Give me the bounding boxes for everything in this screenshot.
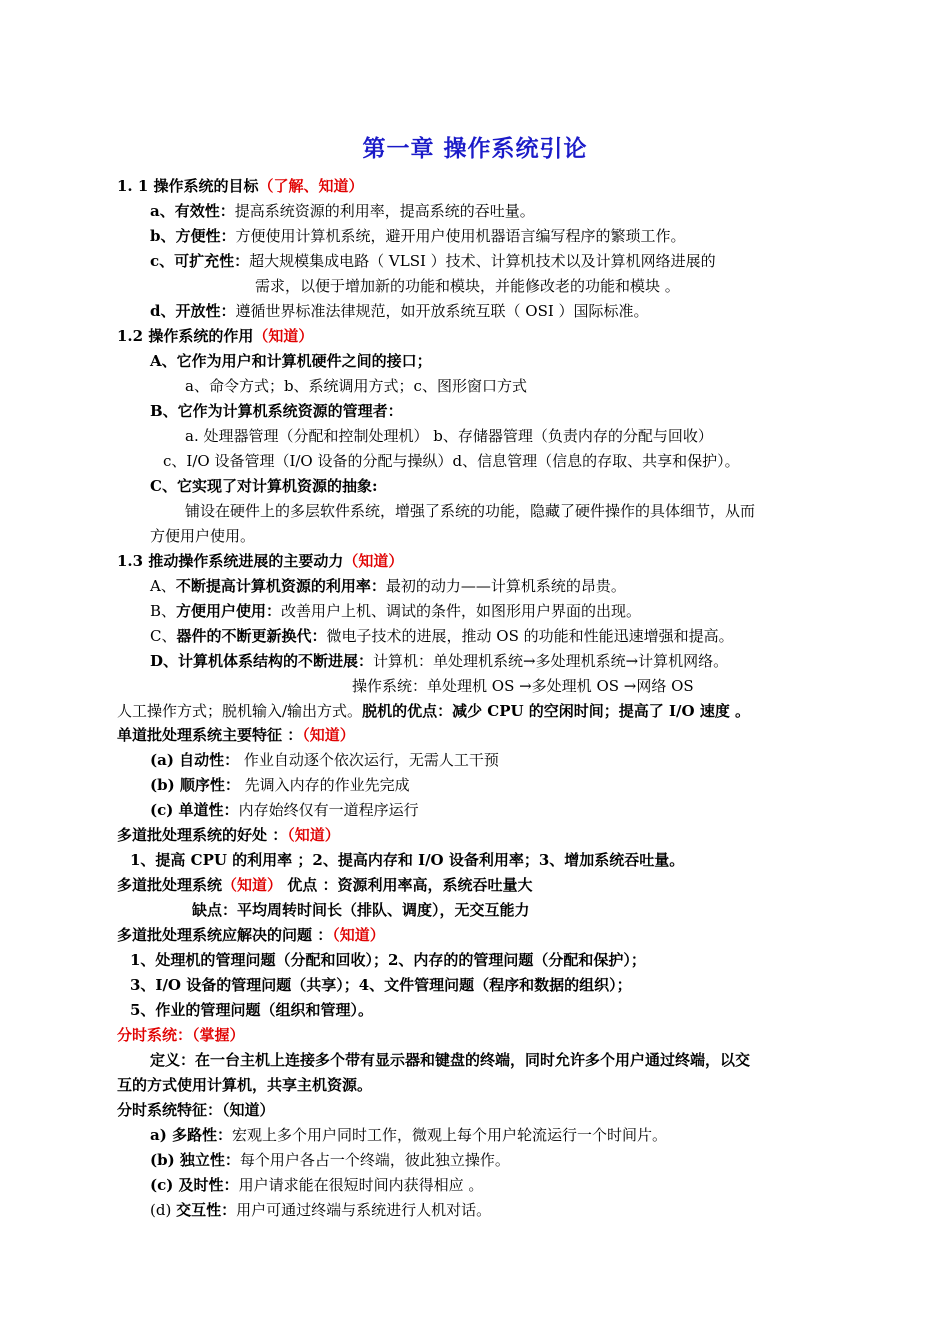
item-text: 用户请求能在很短时间内获得相应 。 (238, 1176, 484, 1194)
item-label: (b) 独立性： (150, 1151, 240, 1169)
item-text: 宏观上多个用户同时工作，微观上每个用户轮流运行一个时间片。 (232, 1126, 668, 1144)
multi-issue-1: 1、处理机的管理问题（分配和回收）；2、内存的的管理问题（分配和保护）； (130, 951, 646, 969)
multi-benefit-text: 1、提高 CPU 的利用率 ；2、提高内存和 I/O 设备利用率；3、增加系统吞吐量。 (130, 851, 685, 869)
section-heading-text: 1.2 操作系统的作用 (117, 327, 254, 345)
role-c: C、它实现了对计算机资源的抽象: (150, 477, 378, 495)
section-heading-text: 单道批处理系统主要特征 ： (117, 726, 303, 744)
timeshare-definition-2: 互的方式使用计算机，共享主机资源。 (117, 1076, 373, 1094)
item-label: (c) 单道性： (150, 801, 239, 819)
item-text: 遵循世界标准法律规范，如开放系统互联（ OSI ）国际标准。 (235, 302, 649, 320)
item-label: (c) 及时性： (150, 1176, 239, 1194)
item-label: (b) 顺序性： (150, 776, 240, 794)
item-label: a) 多路性： (150, 1126, 233, 1144)
batch-feature-b (150, 774, 410, 796)
timeshare-feature-a (150, 1124, 667, 1146)
role-c-text-1: 铺设在硬件上的多层软件系统，增强了系统的功能，隐藏了硬件操作的具体细节，从而 (185, 502, 756, 520)
chapter-title: 第一章 操作系统引论 (362, 136, 588, 162)
section-heading-text: 1.3 推动操作系统进展的主要动力 (117, 552, 344, 570)
item-label: 方便用户使用： (176, 602, 282, 620)
item-label: (a) 自动性： (150, 751, 240, 769)
section-tag: （知道） (332, 926, 385, 944)
timeshare-heading: 分时系统：（掌握） (117, 1026, 245, 1044)
section-1-1-heading (117, 175, 364, 197)
item-label: a、有效性： (150, 202, 235, 220)
item-text: 方便使用计算机系统，避开用户使用机器语言编写程序的繁琐工作。 (235, 227, 686, 245)
goal-c-continued: 需求，以便于增加新的功能和模块，并能修改老的功能和模块 。 (255, 277, 680, 295)
item-prefix: (d) (150, 1201, 177, 1219)
driver-d-os: 操作系统：单处理机 OS →多处理机 OS →网络 OS (352, 677, 694, 695)
item-text: 每个用户各占一个终端，彼此独立操作。 (239, 1151, 510, 1169)
batch-feature-a (150, 749, 499, 771)
timeshare-feature-b (150, 1149, 510, 1171)
goal-b (150, 225, 686, 247)
item-text: 计算机：单处理机系统→多处理机系统→计算机网络。 (373, 652, 729, 670)
multi-cons: 缺点：平均周转时间长（排队、调度），无交互能力 (192, 901, 530, 919)
item-text: 微电子技术的进展，推动 OS 的功能和性能迅速增强和提高。 (326, 627, 734, 645)
item-text: 改善用户上机、调试的条件，如图形用户界面的出现。 (281, 602, 642, 620)
multi-issue-3: 5、作业的管理问题（组织和管理）。 (130, 1001, 373, 1019)
offline-io-line (117, 700, 750, 722)
section-tag: （了解、知道） (258, 177, 364, 195)
timeshare-features-heading: 分时系统特征：（知道） (117, 1101, 275, 1119)
item-label: 不断提高计算机资源的利用率： (175, 577, 386, 595)
batch-heading (117, 724, 355, 746)
item-label: D、计算机体系结构的不断进展： (150, 652, 374, 670)
driver-a (150, 575, 626, 597)
item-prefix: C、 (150, 627, 177, 645)
multi-issue-2: 3、I/O 设备的管理问题（共享）；4、文件管理问题（程序和数据的组织）； (130, 976, 632, 994)
item-text: 提高系统资源的利用率，提高系统的吞吐量。 (234, 202, 535, 220)
multi-issues-heading (117, 924, 385, 946)
timeshare-feature-d (150, 1199, 491, 1221)
goal-a (150, 200, 535, 222)
item-label: 器件的不断更新换代： (176, 627, 327, 645)
item-text: 内存始终仅有一道程序运行 (238, 801, 419, 819)
section-tag: （知道） (343, 552, 404, 570)
goal-c (150, 250, 716, 272)
section-tag: （知道） (253, 327, 314, 345)
section-tag: （知道） (287, 826, 340, 844)
item-text: 用户可通过终端与系统进行人机对话。 (236, 1201, 492, 1219)
offline-text: 人工操作方式；脱机输入/输出方式。 (117, 702, 363, 720)
section-heading-text: 多道批处理系统应解决的问题 ： (117, 926, 333, 944)
driver-d (150, 650, 728, 672)
item-prefix: B、 (150, 602, 177, 620)
item-label: d、开放性： (150, 302, 236, 320)
item-text: 作业自动逐个依次运行，无需人工干预 (239, 751, 499, 769)
role-a-text: a、命令方式；b、系统调用方式；c、图形窗口方式 (185, 377, 527, 395)
driver-b (150, 600, 641, 622)
multi-pros (117, 874, 532, 896)
section-tag: （知道） (302, 726, 355, 744)
item-text: 超大规模集成电路（ VLSI ）技术、计算机技术以及计算机网络进展的 (249, 252, 716, 270)
section-1-3-heading (117, 550, 403, 572)
item-text: 先调入内存的作业先完成 (239, 776, 410, 794)
role-c-text-2: 方便用户使用。 (150, 527, 256, 545)
multi-benefit-heading (117, 824, 340, 846)
section-tag: （知道） (222, 876, 283, 894)
section-heading-text: 1. 1 操作系统的目标 (117, 177, 259, 195)
driver-c (150, 625, 734, 647)
timeshare-definition-1: 定义：在一台主机上连接多个带有显示器和键盘的终端，同时允许多个用户通过终端，以交 (150, 1051, 751, 1069)
section-heading-text: 多道批处理系统的好处 ： (117, 826, 288, 844)
pros-text: 优点 ：资源利用率高，系统吞吐量大 (282, 876, 533, 894)
batch-feature-c (150, 799, 419, 821)
section-1-2-heading (117, 325, 313, 347)
timeshare-feature-c (150, 1174, 483, 1196)
role-b-text-2: c、I/O 设备管理（I/O 设备的分配与操纵）d、信息管理（信息的存取、共享和保护）。 (163, 452, 740, 470)
item-label: c、可扩充性： (150, 252, 250, 270)
item-prefix: A、 (150, 577, 176, 595)
item-label: b、方便性： (150, 227, 236, 245)
role-a: A、它作为用户和计算机硬件之间的接口； (150, 352, 432, 370)
goal-d (150, 300, 649, 322)
role-b-text-1: a. 处理器管理（分配和控制处理机） b、存储器管理（负责内存的分配与回收） (185, 427, 713, 445)
role-b: B、它作为计算机系统资源的管理者： (150, 402, 403, 420)
item-label: 交互性： (176, 1201, 237, 1219)
section-heading-text: 多道批处理系统 (117, 876, 223, 894)
offline-advantage: 脱机的优点：减少 CPU 的空闲时间；提高了 I/O 速度 。 (362, 702, 751, 720)
item-text: 最初的动力——计算机系统的昂贵。 (385, 577, 626, 595)
